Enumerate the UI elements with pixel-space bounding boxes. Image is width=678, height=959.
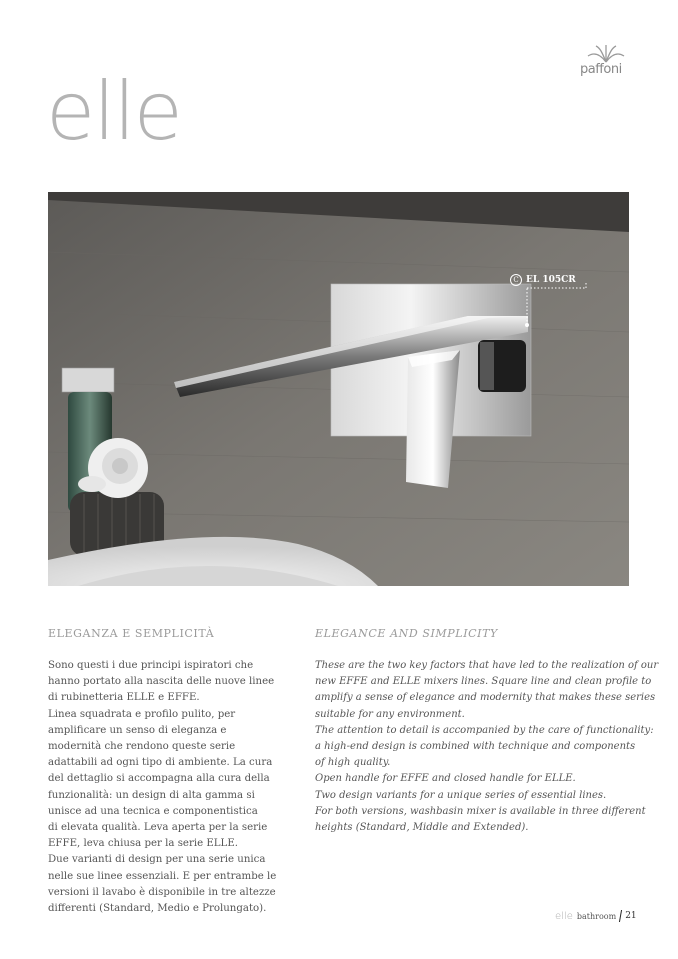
footer-brand: elle — [555, 910, 573, 922]
italian-line: di rubinetteria ELLE e EFFE. — [48, 692, 200, 704]
english-line: a high-end design is combined with technique and components — [315, 741, 636, 753]
italian-line: nelle sue linee essenziali. E per entrambe le — [48, 870, 277, 882]
italian-line: differenti (Standard, Medio e Prolungato). — [48, 903, 267, 915]
page-footer — [555, 910, 637, 922]
italian-line: versioni il lavabo è disponibile in tre altezze — [48, 886, 276, 898]
product-code: EL 105CR — [526, 275, 576, 285]
italian-line: adattabili ad ogni tipo di ambiente. La cura — [48, 757, 273, 769]
english-line: These are the two key factors that have led to the realization of our — [315, 660, 659, 671]
italian-line: Sono questi i due principi ispiratori che — [48, 660, 254, 671]
page-title: elle — [46, 65, 181, 158]
italian-line: Due varianti di design per una serie unica — [48, 854, 266, 866]
footer-section: bathroom — [576, 911, 617, 921]
english-line: heights (Standard, Middle and Extended). — [315, 822, 529, 834]
english-line: new EFFE and ELLE mixers lines. Square line and clean profile to — [315, 676, 652, 688]
footer-divider — [619, 910, 622, 922]
product-code-label — [510, 274, 576, 286]
italian-line: Linea squadrata e profilo pulito, per — [48, 708, 236, 720]
english-line: of high quality. — [315, 757, 391, 769]
product-photo — [48, 192, 629, 586]
english-heading: ELEGANCE AND SIMPLICITY — [315, 627, 498, 640]
logo-text: paffoni — [580, 62, 622, 77]
italian-line: del dettaglio si accompagna alla cura della — [48, 773, 270, 785]
italian-line: hanno portato alla nascita delle nuove linee — [48, 676, 275, 688]
english-line: For both versions, washbasin mixer is available in three different — [315, 805, 646, 817]
italian-body — [48, 658, 298, 917]
italian-line: unisce ad una tecnica e componentistica — [48, 805, 258, 817]
page-number: 21 — [625, 911, 637, 921]
italian-heading: ELEGANZA E SEMPLICITÀ — [48, 627, 215, 640]
copyright-c-icon: C — [510, 274, 522, 286]
english-line: suitable for any environment. — [315, 708, 465, 720]
italian-line: amplificare un senso di eleganza e — [48, 724, 227, 736]
english-line: The attention to detail is accompanied by the care of functionality: — [315, 724, 654, 736]
italian-line: EFFE, leva chiusa per la serie ELLE. — [48, 838, 238, 850]
italian-line: modernità che rendono queste serie — [48, 741, 236, 753]
italian-line: di elevata qualità. Leva aperta per la serie — [48, 822, 268, 834]
english-body — [315, 658, 659, 836]
english-line: Two design variants for a unique series of essential lines. — [315, 789, 607, 801]
italian-line: funzionalità: un design di alta gamma si — [48, 789, 255, 801]
english-line: Open handle for EFFE and closed handle for ELLE. — [315, 773, 576, 785]
english-line: amplify a sense of elegance and modernity that makes these series — [315, 692, 656, 704]
